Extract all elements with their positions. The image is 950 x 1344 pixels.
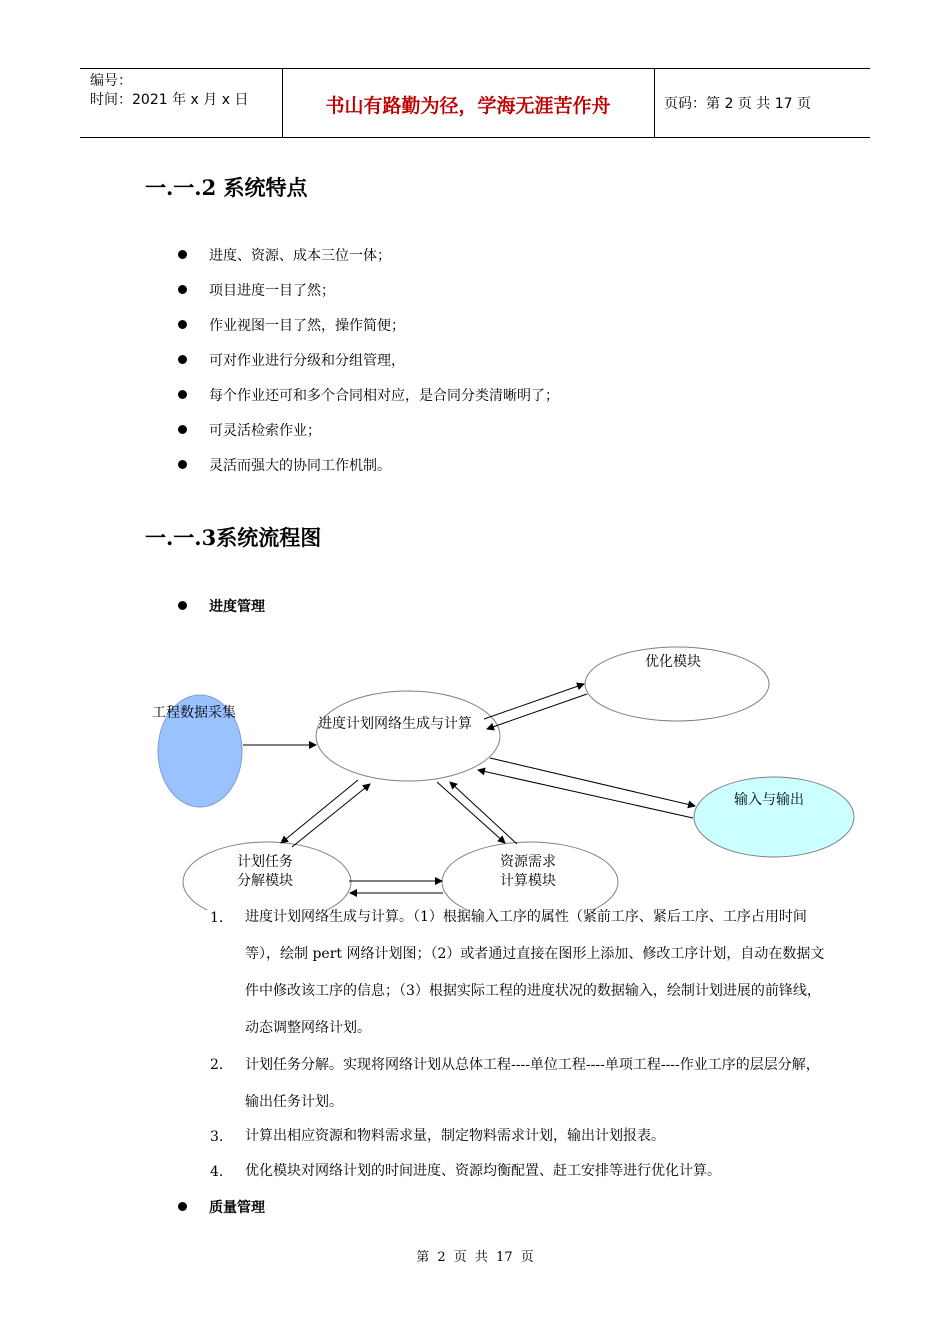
header-divider bbox=[654, 69, 655, 137]
label-task-split-1: 计划任务 bbox=[237, 854, 293, 870]
feature-item: 可对作业进行分级和分组管理， bbox=[178, 351, 405, 371]
label-resource-2: 计算模块 bbox=[500, 873, 556, 889]
bullet-icon bbox=[178, 355, 187, 364]
label-data-collect: 工程数据采集 bbox=[152, 705, 236, 721]
bullet-icon bbox=[178, 285, 187, 294]
feature-item: 作业视图一目了然，操作简便； bbox=[178, 316, 405, 336]
page-header bbox=[80, 68, 870, 138]
bullet-icon bbox=[178, 1202, 187, 1211]
arrow-network-to-optimize bbox=[484, 684, 584, 719]
feature-item: 项目进度一目了然； bbox=[178, 281, 335, 301]
quality-management-label: 质量管理 bbox=[178, 1198, 265, 1218]
bullet-icon bbox=[178, 250, 187, 259]
list-item-text: 优化模块对网络计划的时间进度、资源均衡配置、赶工安排等进行优化计算。 bbox=[245, 1163, 721, 1179]
arrow-resource-to-network bbox=[450, 782, 517, 844]
node-network-calc bbox=[316, 691, 500, 781]
arrow-optimize-to-network bbox=[487, 694, 587, 729]
label-io: 输入与输出 bbox=[734, 792, 804, 808]
feature-item: 可灵活检索作业； bbox=[178, 421, 321, 441]
feature-item: 每个作业还可和多个合同相对应，是合同分类清晰明了； bbox=[178, 386, 559, 406]
list-item-text: 计算出相应资源和物料需求量，制定物料需求计划，输出计划报表。 bbox=[245, 1128, 665, 1144]
arrow-io-to-network bbox=[478, 770, 693, 818]
bullet-icon bbox=[178, 320, 187, 329]
feature-item: 灵活而强大的协同工作机制。 bbox=[178, 456, 391, 476]
section-title-features: 一.一.2 系统特点 bbox=[145, 175, 308, 200]
header-time: 时间：2021 年 x 月 x 日 bbox=[90, 92, 249, 108]
label-resource-1: 资源需求 bbox=[500, 854, 556, 870]
arrow-network-to-resource bbox=[437, 782, 505, 843]
label-optimize: 优化模块 bbox=[645, 654, 701, 670]
arrow-network-to-io bbox=[490, 758, 695, 806]
feature-item: 进度、资源、成本三位一体； bbox=[178, 246, 391, 266]
list-number: 2. bbox=[210, 1057, 224, 1073]
arrow-network-to-task bbox=[281, 780, 358, 843]
list-item-text: 计划任务分解。实现将网络计划从总体工程----单位工程----单项工程----作业工序的层层分解，输出任务计划。 bbox=[245, 1057, 820, 1110]
schedule-management-label: 进度管理 bbox=[178, 597, 265, 617]
label-task-split-2: 分解模块 bbox=[237, 873, 293, 889]
header-page-info: 页码：第 2 页 共 17 页 bbox=[664, 96, 811, 112]
page-footer: 第 2 页 共 17 页 bbox=[416, 1250, 534, 1265]
list-number: 4. bbox=[210, 1164, 224, 1180]
bullet-icon bbox=[178, 425, 187, 434]
header-motto: 书山有路勤为径，学海无涯苦作舟 bbox=[325, 95, 611, 117]
schedule-flow-diagram bbox=[0, 640, 950, 910]
bullet-icon bbox=[178, 601, 187, 610]
list-number: 1. bbox=[210, 910, 224, 926]
label-network-calc: 进度计划网络生成与计算 bbox=[318, 716, 472, 732]
arrow-task-to-network bbox=[292, 784, 370, 847]
bullet-icon bbox=[178, 390, 187, 399]
list-number: 3. bbox=[210, 1129, 224, 1145]
section-title-flow: 一.一.3系统流程图 bbox=[145, 525, 322, 550]
bullet-icon bbox=[178, 460, 187, 469]
header-number: 编号： bbox=[90, 73, 132, 89]
header-meta bbox=[90, 72, 248, 110]
list-item-text: 进度计划网络生成与计算。（1）根据输入工序的属性（紧前工序、紧后工序、工序占用时间等），绘制 pert 网络计划图；（2）或者通过直接在图形上添加、修改工序计划，自动在数据文件中修改该工序的信息；（3）根据实际工程的进度状况的数据输入，绘制计划进展的前锋线，动态调整网络计划。 bbox=[245, 909, 825, 1036]
node-io bbox=[694, 777, 854, 857]
